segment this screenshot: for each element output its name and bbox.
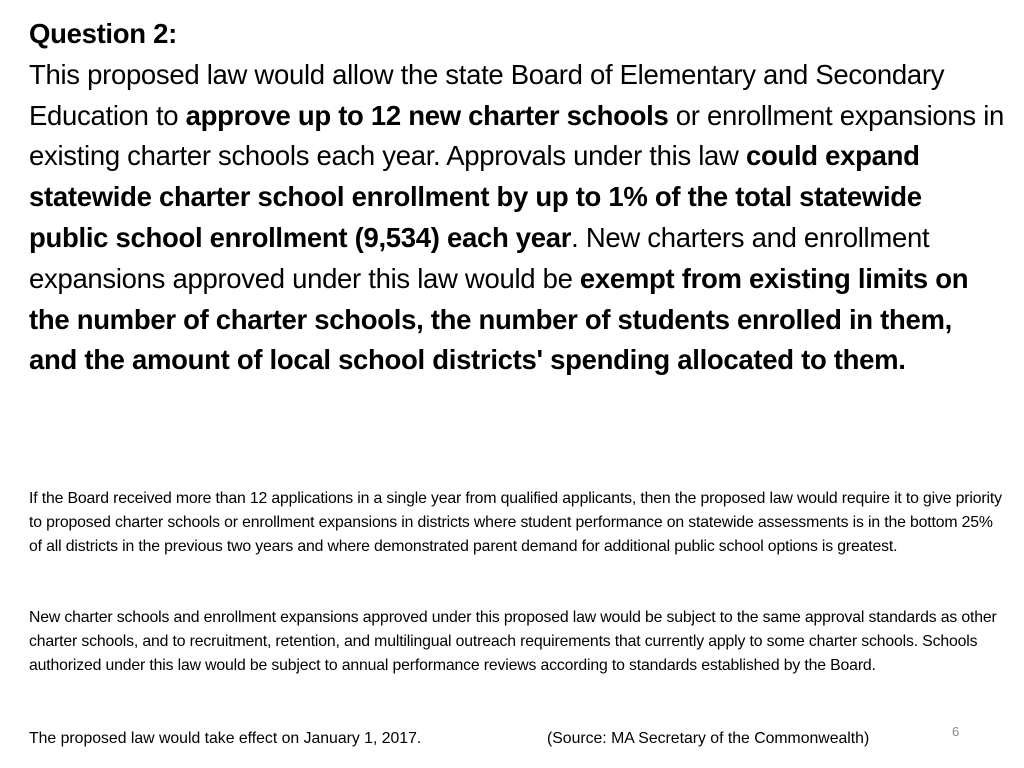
question-body (29, 14, 1004, 381)
body-text-3: . New charters and enrollment expansions approved under this law would be (29, 221, 930, 294)
body-text-2: or enrollment expansions in existing charter schools each year. Approvals under this law (29, 99, 1004, 172)
page-number: 6 (952, 724, 960, 739)
body-bold-3: exempt from existing limits on the number of charter schools, the number of students enrolled in them, and the amount of local school districts' spending allocated to them. (29, 262, 969, 376)
question-title: Question 2: (29, 18, 177, 49)
body-text-1: This proposed law would allow the state Board of Elementary and Secondary Education to (29, 58, 945, 131)
standards-paragraph: New charter schools and enrollment expansions approved under this proposed law would be subject to the same approval standards as other charter schools, and to recruitment, retention, and multilingual outreach requirements that currently apply to some charter schools. Schools authorized under this law would be subject to annual performance reviews according to standards established by the Board. (29, 609, 997, 674)
effective-date: The proposed law would take effect on January 1, 2017. (29, 730, 422, 747)
source-citation: (Source: MA Secretary of the Commonwealth) (547, 730, 870, 747)
body-bold-1: approve up to 12 new charter schools (185, 99, 669, 131)
body-bold-2: could expand statewide charter school enrollment by up to 1% of the total statewide public school enrollment (9,534) each year (29, 140, 922, 253)
priority-paragraph: If the Board received more than 12 applications in a single year from qualified applicants, then the proposed law would require it to give priority to proposed charter schools or enrollment expansions in districts where student performance on statewide assessments is in the bottom 25% of all districts in the previous two years and where demonstrated parent demand for additional public school options is greatest. (29, 490, 1002, 555)
